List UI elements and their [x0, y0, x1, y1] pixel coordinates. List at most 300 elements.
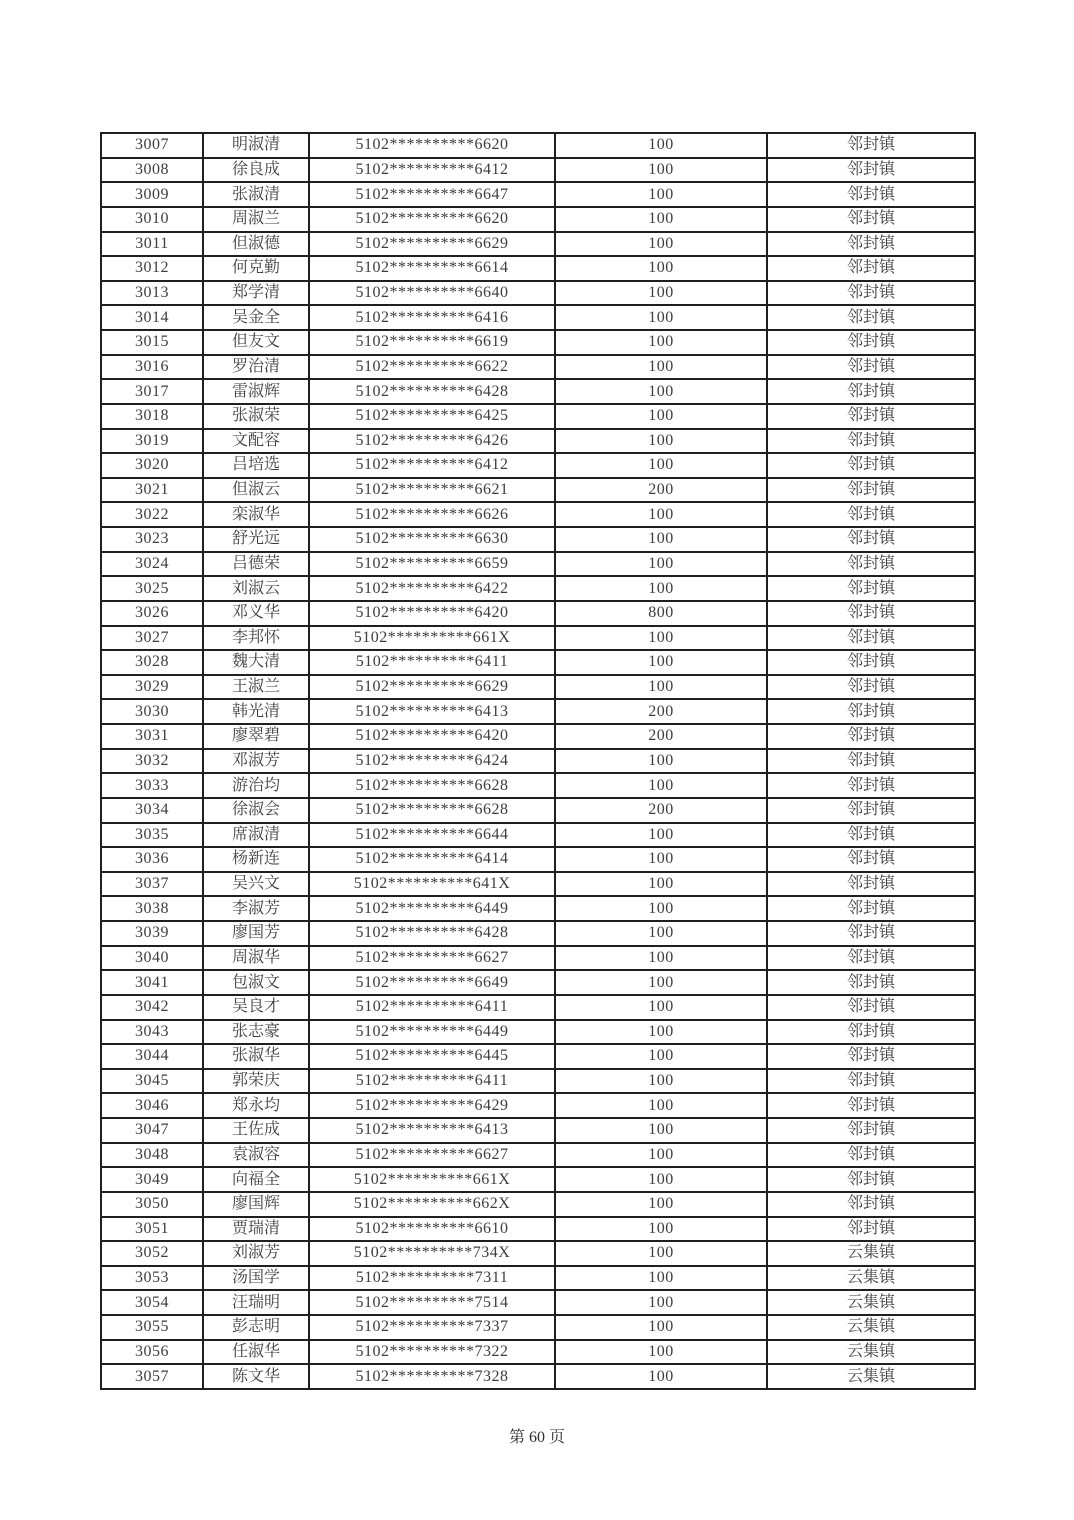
cell-town: 邻封镇	[767, 502, 975, 527]
table-row	[101, 502, 975, 527]
cell-amount: 100	[555, 1217, 767, 1242]
cell-amount: 100	[555, 281, 767, 306]
cell-town: 邻封镇	[767, 650, 975, 675]
cell-serial: 3032	[101, 749, 203, 774]
cell-town: 邻封镇	[767, 823, 975, 848]
cell-amount: 100	[555, 1167, 767, 1192]
cell-name: 明淑清	[203, 133, 309, 158]
table-row	[101, 552, 975, 577]
cell-serial: 3019	[101, 429, 203, 454]
cell-serial: 3041	[101, 970, 203, 995]
cell-id_masked: 5102**********6622	[309, 355, 555, 380]
table-row	[101, 995, 975, 1020]
table-row	[101, 182, 975, 207]
table-row	[101, 798, 975, 823]
beneficiary-table	[100, 132, 976, 1390]
table-row	[101, 1266, 975, 1291]
cell-amount: 100	[555, 453, 767, 478]
cell-serial: 3056	[101, 1340, 203, 1365]
cell-town: 邻封镇	[767, 404, 975, 429]
cell-amount: 100	[555, 1143, 767, 1168]
table-row	[101, 527, 975, 552]
cell-town: 邻封镇	[767, 281, 975, 306]
cell-amount: 100	[555, 158, 767, 183]
cell-name: 罗治清	[203, 355, 309, 380]
cell-name: 邓淑芳	[203, 749, 309, 774]
table-row	[101, 232, 975, 257]
cell-id_masked: 5102**********6647	[309, 182, 555, 207]
cell-name: 彭志明	[203, 1315, 309, 1340]
table-row	[101, 872, 975, 897]
cell-name: 韩光清	[203, 699, 309, 724]
cell-name: 魏大清	[203, 650, 309, 675]
cell-town: 邻封镇	[767, 305, 975, 330]
cell-name: 吕培选	[203, 453, 309, 478]
cell-serial: 3026	[101, 601, 203, 626]
cell-id_masked: 5102**********6628	[309, 798, 555, 823]
cell-town: 邻封镇	[767, 699, 975, 724]
cell-name: 但淑德	[203, 232, 309, 257]
cell-town: 云集镇	[767, 1241, 975, 1266]
cell-id_masked: 5102**********6614	[309, 256, 555, 281]
cell-serial: 3053	[101, 1266, 203, 1291]
cell-town: 邻封镇	[767, 847, 975, 872]
table-row	[101, 1315, 975, 1340]
cell-name: 张志豪	[203, 1020, 309, 1045]
cell-amount: 100	[555, 1020, 767, 1045]
cell-amount: 100	[555, 527, 767, 552]
table-row	[101, 724, 975, 749]
table-row	[101, 1217, 975, 1242]
cell-name: 吴良才	[203, 995, 309, 1020]
table-row	[101, 626, 975, 651]
table-row	[101, 1020, 975, 1045]
cell-serial: 3033	[101, 773, 203, 798]
cell-town: 云集镇	[767, 1290, 975, 1315]
cell-name: 任淑华	[203, 1340, 309, 1365]
table-row	[101, 281, 975, 306]
cell-id_masked: 5102**********6426	[309, 429, 555, 454]
cell-serial: 3057	[101, 1364, 203, 1389]
table-row	[101, 429, 975, 454]
cell-id_masked: 5102**********6629	[309, 675, 555, 700]
cell-id_masked: 5102**********662X	[309, 1192, 555, 1217]
cell-name: 袁淑容	[203, 1143, 309, 1168]
cell-id_masked: 5102**********6644	[309, 823, 555, 848]
cell-serial: 3025	[101, 576, 203, 601]
cell-serial: 3014	[101, 305, 203, 330]
cell-name: 文配容	[203, 429, 309, 454]
cell-name: 郑永均	[203, 1093, 309, 1118]
table-row	[101, 896, 975, 921]
cell-town: 邻封镇	[767, 182, 975, 207]
table-row	[101, 576, 975, 601]
table-row	[101, 1093, 975, 1118]
cell-serial: 3049	[101, 1167, 203, 1192]
cell-town: 邻封镇	[767, 527, 975, 552]
table-row	[101, 1290, 975, 1315]
cell-serial: 3040	[101, 946, 203, 971]
table-row	[101, 256, 975, 281]
cell-serial: 3017	[101, 379, 203, 404]
cell-amount: 100	[555, 305, 767, 330]
cell-id_masked: 5102**********6449	[309, 896, 555, 921]
cell-amount: 100	[555, 1364, 767, 1389]
table-row	[101, 921, 975, 946]
cell-id_masked: 5102**********6649	[309, 970, 555, 995]
cell-serial: 3024	[101, 552, 203, 577]
cell-serial: 3030	[101, 699, 203, 724]
table-row	[101, 773, 975, 798]
cell-id_masked: 5102**********6424	[309, 749, 555, 774]
cell-amount: 200	[555, 478, 767, 503]
cell-serial: 3029	[101, 675, 203, 700]
cell-town: 邻封镇	[767, 207, 975, 232]
cell-serial: 3052	[101, 1241, 203, 1266]
cell-serial: 3038	[101, 896, 203, 921]
cell-town: 邻封镇	[767, 576, 975, 601]
cell-town: 邻封镇	[767, 1217, 975, 1242]
cell-amount: 100	[555, 995, 767, 1020]
cell-name: 徐良成	[203, 158, 309, 183]
cell-id_masked: 5102**********6449	[309, 1020, 555, 1045]
cell-name: 陈文华	[203, 1364, 309, 1389]
cell-serial: 3050	[101, 1192, 203, 1217]
table-row	[101, 404, 975, 429]
cell-id_masked: 5102**********6420	[309, 601, 555, 626]
cell-id_masked: 5102**********7328	[309, 1364, 555, 1389]
table-row	[101, 158, 975, 183]
cell-serial: 3043	[101, 1020, 203, 1045]
cell-name: 何克勤	[203, 256, 309, 281]
cell-amount: 200	[555, 699, 767, 724]
cell-id_masked: 5102**********6420	[309, 724, 555, 749]
cell-serial: 3009	[101, 182, 203, 207]
cell-town: 邻封镇	[767, 626, 975, 651]
cell-amount: 100	[555, 1093, 767, 1118]
cell-town: 邻封镇	[767, 133, 975, 158]
cell-serial: 3055	[101, 1315, 203, 1340]
cell-id_masked: 5102**********6620	[309, 133, 555, 158]
cell-amount: 100	[555, 355, 767, 380]
table-row	[101, 1192, 975, 1217]
cell-name: 雷淑辉	[203, 379, 309, 404]
cell-id_masked: 5102**********6428	[309, 921, 555, 946]
cell-serial: 3039	[101, 921, 203, 946]
cell-amount: 100	[555, 1315, 767, 1340]
cell-id_masked: 5102**********6627	[309, 1143, 555, 1168]
cell-amount: 100	[555, 675, 767, 700]
cell-id_masked: 5102**********661X	[309, 1167, 555, 1192]
cell-serial: 3007	[101, 133, 203, 158]
cell-amount: 100	[555, 502, 767, 527]
cell-id_masked: 5102**********6411	[309, 650, 555, 675]
cell-amount: 100	[555, 133, 767, 158]
cell-id_masked: 5102**********6412	[309, 158, 555, 183]
cell-serial: 3054	[101, 1290, 203, 1315]
cell-town: 邻封镇	[767, 1069, 975, 1094]
cell-amount: 100	[555, 921, 767, 946]
cell-town: 邻封镇	[767, 379, 975, 404]
cell-name: 张淑华	[203, 1044, 309, 1069]
cell-name: 但友文	[203, 330, 309, 355]
cell-serial: 3022	[101, 502, 203, 527]
cell-town: 邻封镇	[767, 675, 975, 700]
cell-amount: 100	[555, 749, 767, 774]
cell-name: 郭荣庆	[203, 1069, 309, 1094]
table-row	[101, 1167, 975, 1192]
cell-id_masked: 5102**********6429	[309, 1093, 555, 1118]
cell-id_masked: 5102**********6630	[309, 527, 555, 552]
cell-id_masked: 5102**********6414	[309, 847, 555, 872]
cell-amount: 100	[555, 379, 767, 404]
cell-amount: 200	[555, 798, 767, 823]
table-row	[101, 970, 975, 995]
cell-serial: 3021	[101, 478, 203, 503]
cell-id_masked: 5102**********6411	[309, 1069, 555, 1094]
cell-amount: 100	[555, 1069, 767, 1094]
cell-amount: 100	[555, 232, 767, 257]
cell-id_masked: 5102**********7337	[309, 1315, 555, 1340]
cell-town: 邻封镇	[767, 1167, 975, 1192]
cell-serial: 3047	[101, 1118, 203, 1143]
table-row	[101, 330, 975, 355]
table-row	[101, 1143, 975, 1168]
cell-town: 邻封镇	[767, 1143, 975, 1168]
cell-name: 郑学清	[203, 281, 309, 306]
table-row	[101, 133, 975, 158]
cell-amount: 100	[555, 404, 767, 429]
cell-town: 云集镇	[767, 1266, 975, 1291]
cell-amount: 100	[555, 847, 767, 872]
cell-serial: 3027	[101, 626, 203, 651]
cell-serial: 3028	[101, 650, 203, 675]
cell-name: 张淑荣	[203, 404, 309, 429]
cell-town: 邻封镇	[767, 601, 975, 626]
cell-id_masked: 5102**********6619	[309, 330, 555, 355]
cell-town: 邻封镇	[767, 330, 975, 355]
cell-amount: 100	[555, 970, 767, 995]
cell-name: 游治均	[203, 773, 309, 798]
cell-serial: 3037	[101, 872, 203, 897]
cell-serial: 3023	[101, 527, 203, 552]
cell-name: 张淑清	[203, 182, 309, 207]
cell-town: 邻封镇	[767, 872, 975, 897]
cell-name: 吴金全	[203, 305, 309, 330]
table-row	[101, 1241, 975, 1266]
cell-serial: 3013	[101, 281, 203, 306]
cell-name: 汤国学	[203, 1266, 309, 1291]
cell-id_masked: 5102**********6621	[309, 478, 555, 503]
cell-town: 邻封镇	[767, 749, 975, 774]
cell-serial: 3035	[101, 823, 203, 848]
cell-town: 邻封镇	[767, 724, 975, 749]
cell-serial: 3036	[101, 847, 203, 872]
cell-serial: 3031	[101, 724, 203, 749]
cell-town: 邻封镇	[767, 552, 975, 577]
cell-name: 汪瑞明	[203, 1290, 309, 1315]
cell-id_masked: 5102**********6413	[309, 699, 555, 724]
cell-town: 邻封镇	[767, 355, 975, 380]
cell-name: 刘淑芳	[203, 1241, 309, 1266]
cell-id_masked: 5102**********6629	[309, 232, 555, 257]
cell-serial: 3034	[101, 798, 203, 823]
table-row	[101, 453, 975, 478]
cell-town: 邻封镇	[767, 256, 975, 281]
table-row	[101, 749, 975, 774]
cell-amount: 100	[555, 1118, 767, 1143]
cell-amount: 100	[555, 1192, 767, 1217]
cell-serial: 3010	[101, 207, 203, 232]
cell-amount: 100	[555, 946, 767, 971]
cell-name: 邓义华	[203, 601, 309, 626]
cell-serial: 3051	[101, 1217, 203, 1242]
cell-name: 李邦怀	[203, 626, 309, 651]
cell-id_masked: 5102**********6416	[309, 305, 555, 330]
cell-amount: 100	[555, 1044, 767, 1069]
cell-id_masked: 5102**********7311	[309, 1266, 555, 1291]
cell-serial: 3046	[101, 1093, 203, 1118]
cell-amount: 100	[555, 1290, 767, 1315]
cell-id_masked: 5102**********6445	[309, 1044, 555, 1069]
table-row	[101, 650, 975, 675]
cell-town: 邻封镇	[767, 1118, 975, 1143]
cell-id_masked: 5102**********6412	[309, 453, 555, 478]
cell-town: 邻封镇	[767, 1044, 975, 1069]
cell-name: 杨新连	[203, 847, 309, 872]
cell-town: 邻封镇	[767, 1020, 975, 1045]
cell-id_masked: 5102**********6411	[309, 995, 555, 1020]
cell-name: 席淑清	[203, 823, 309, 848]
cell-amount: 100	[555, 1241, 767, 1266]
cell-serial: 3045	[101, 1069, 203, 1094]
table-row	[101, 601, 975, 626]
cell-town: 邻封镇	[767, 1192, 975, 1217]
table-row	[101, 1069, 975, 1094]
cell-town: 邻封镇	[767, 453, 975, 478]
cell-town: 邻封镇	[767, 995, 975, 1020]
cell-amount: 100	[555, 823, 767, 848]
cell-id_masked: 5102**********641X	[309, 872, 555, 897]
cell-town: 邻封镇	[767, 158, 975, 183]
cell-amount: 100	[555, 330, 767, 355]
cell-name: 栾淑华	[203, 502, 309, 527]
cell-amount: 800	[555, 601, 767, 626]
cell-serial: 3018	[101, 404, 203, 429]
cell-name: 廖国辉	[203, 1192, 309, 1217]
table-row	[101, 355, 975, 380]
cell-id_masked: 5102**********7514	[309, 1290, 555, 1315]
table-row	[101, 823, 975, 848]
cell-amount: 100	[555, 207, 767, 232]
cell-amount: 100	[555, 773, 767, 798]
cell-serial: 3012	[101, 256, 203, 281]
cell-serial: 3044	[101, 1044, 203, 1069]
cell-name: 舒光远	[203, 527, 309, 552]
cell-amount: 100	[555, 626, 767, 651]
cell-name: 廖翠碧	[203, 724, 309, 749]
table-row	[101, 305, 975, 330]
cell-id_masked: 5102**********6628	[309, 773, 555, 798]
cell-name: 周淑华	[203, 946, 309, 971]
table-row	[101, 478, 975, 503]
cell-id_masked: 5102**********6413	[309, 1118, 555, 1143]
cell-id_masked: 5102**********6610	[309, 1217, 555, 1242]
cell-town: 云集镇	[767, 1364, 975, 1389]
cell-town: 邻封镇	[767, 798, 975, 823]
cell-id_masked: 5102**********6428	[309, 379, 555, 404]
cell-id_masked: 5102**********7322	[309, 1340, 555, 1365]
page-number-footer: 第 60 页	[508, 1429, 565, 1446]
cell-id_masked: 5102**********6620	[309, 207, 555, 232]
cell-serial: 3015	[101, 330, 203, 355]
table-row	[101, 1364, 975, 1389]
cell-serial: 3048	[101, 1143, 203, 1168]
cell-town: 邻封镇	[767, 232, 975, 257]
cell-amount: 100	[555, 552, 767, 577]
cell-serial: 3042	[101, 995, 203, 1020]
cell-name: 刘淑云	[203, 576, 309, 601]
table-row	[101, 1118, 975, 1143]
cell-name: 李淑芳	[203, 896, 309, 921]
table-row	[101, 1340, 975, 1365]
cell-amount: 200	[555, 724, 767, 749]
cell-serial: 3011	[101, 232, 203, 257]
cell-amount: 100	[555, 1340, 767, 1365]
cell-id_masked: 5102**********661X	[309, 626, 555, 651]
cell-town: 邻封镇	[767, 946, 975, 971]
cell-id_masked: 5102**********6425	[309, 404, 555, 429]
cell-amount: 100	[555, 429, 767, 454]
cell-id_masked: 5102**********6626	[309, 502, 555, 527]
cell-town: 云集镇	[767, 1340, 975, 1365]
cell-name: 吕德荣	[203, 552, 309, 577]
cell-amount: 100	[555, 576, 767, 601]
table-row	[101, 946, 975, 971]
cell-name: 向福全	[203, 1167, 309, 1192]
cell-name: 但淑云	[203, 478, 309, 503]
cell-id_masked: 5102**********6640	[309, 281, 555, 306]
table-row	[101, 675, 975, 700]
cell-serial: 3016	[101, 355, 203, 380]
cell-amount: 100	[555, 182, 767, 207]
cell-name: 吴兴文	[203, 872, 309, 897]
cell-town: 邻封镇	[767, 921, 975, 946]
table-row	[101, 699, 975, 724]
cell-name: 周淑兰	[203, 207, 309, 232]
cell-amount: 100	[555, 896, 767, 921]
cell-id_masked: 5102**********734X	[309, 1241, 555, 1266]
cell-amount: 100	[555, 256, 767, 281]
cell-amount: 100	[555, 650, 767, 675]
table-row	[101, 379, 975, 404]
cell-town: 邻封镇	[767, 773, 975, 798]
cell-serial: 3008	[101, 158, 203, 183]
cell-name: 贾瑞清	[203, 1217, 309, 1242]
cell-town: 邻封镇	[767, 970, 975, 995]
table-row	[101, 207, 975, 232]
cell-id_masked: 5102**********6659	[309, 552, 555, 577]
cell-id_masked: 5102**********6627	[309, 946, 555, 971]
table-row	[101, 1044, 975, 1069]
cell-town: 云集镇	[767, 1315, 975, 1340]
cell-amount: 100	[555, 872, 767, 897]
cell-town: 邻封镇	[767, 429, 975, 454]
cell-town: 邻封镇	[767, 1093, 975, 1118]
cell-town: 邻封镇	[767, 478, 975, 503]
cell-name: 廖国芳	[203, 921, 309, 946]
records-tbody	[101, 133, 975, 1389]
